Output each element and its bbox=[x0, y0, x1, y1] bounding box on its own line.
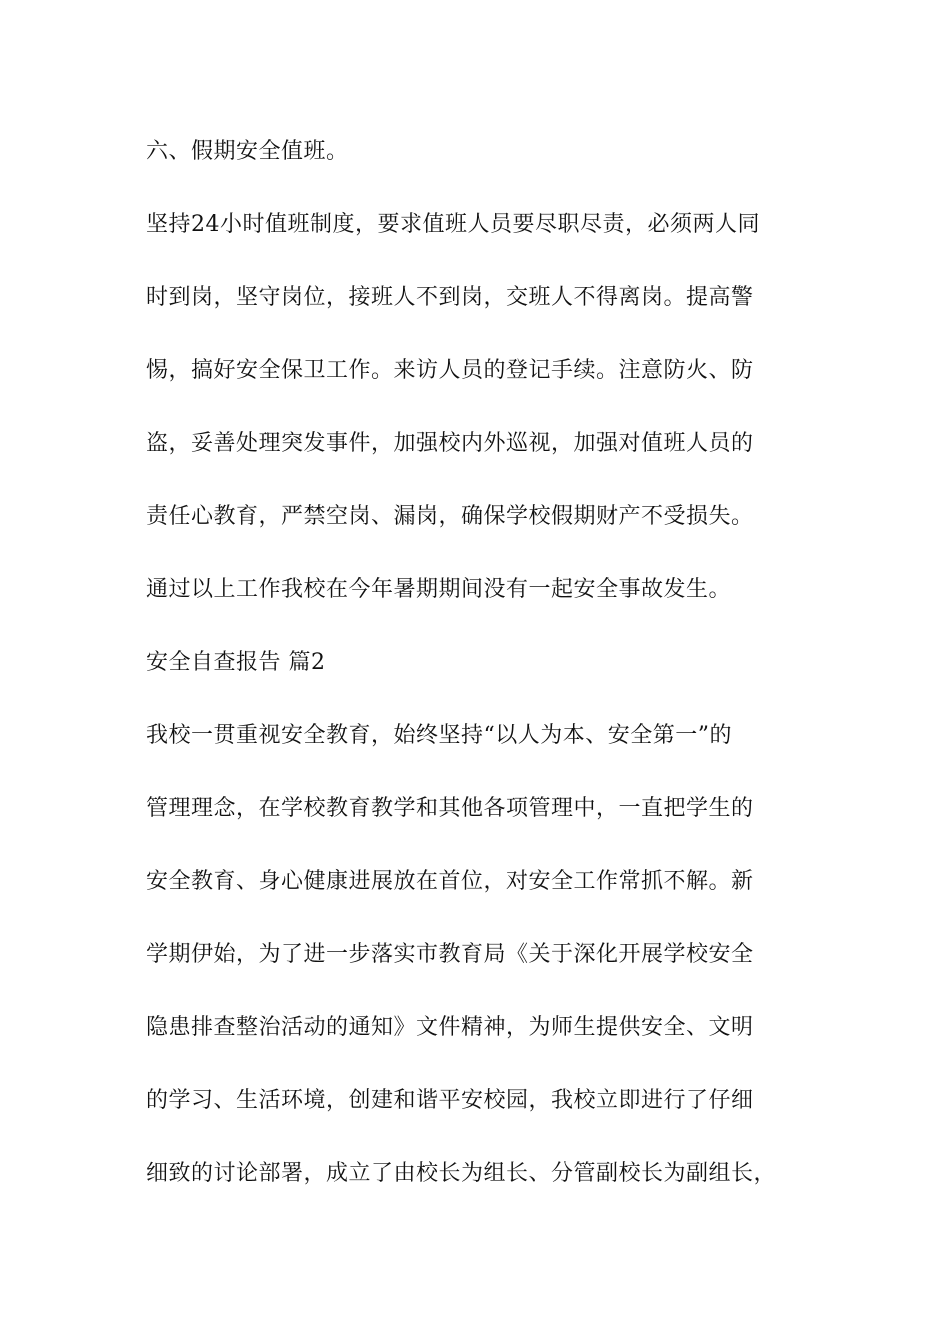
paragraph-line: 惕，搞好安全保卫工作。来访人员的登记手续。注意防火、防 bbox=[146, 358, 754, 383]
paragraph-line: 管理理念，在学校教育教学和其他各项管理中，一直把学生的 bbox=[146, 796, 754, 821]
paragraph-line: 时到岗，坚守岗位，接班人不到岗，交班人不得离岗。提高警 bbox=[146, 285, 754, 310]
paragraph-line: 责任心教育，严禁空岗、漏岗，确保学校假期财产不受损失。 bbox=[146, 504, 754, 529]
paragraph-line: 通过以上工作我校在今年暑期期间没有一起安全事故发生。 bbox=[146, 577, 732, 602]
section-heading-part2: 安全自查报告 篇2 bbox=[146, 650, 326, 675]
paragraph-line: 坚持24小时值班制度，要求值班人员要尽职尽责，必须两人同 bbox=[146, 212, 760, 237]
paragraph-line: 盗，妥善处理突发事件，加强校内外巡视，加强对值班人员的 bbox=[146, 431, 754, 456]
section-heading-six: 六、假期安全值班。 bbox=[146, 139, 349, 164]
paragraph-line: 安全教育、身心健康进展放在首位，对安全工作常抓不解。新 bbox=[146, 869, 754, 894]
paragraph-line: 我校一贯重视安全教育，始终坚持“以人为本、安全第一”的 bbox=[146, 723, 732, 748]
paragraph-line: 学期伊始，为了进一步落实市教育局《关于深化开展学校安全 bbox=[146, 942, 754, 967]
paragraph-line: 细致的讨论部署，成立了由校长为组长、分管副校长为副组长， bbox=[146, 1161, 777, 1186]
paragraph-line: 的学习、生活环境，创建和谐平安校园，我校立即进行了仔细 bbox=[146, 1088, 754, 1113]
paragraph-line: 隐患排查整治活动的通知》文件精神，为师生提供安全、文明 bbox=[146, 1015, 754, 1040]
